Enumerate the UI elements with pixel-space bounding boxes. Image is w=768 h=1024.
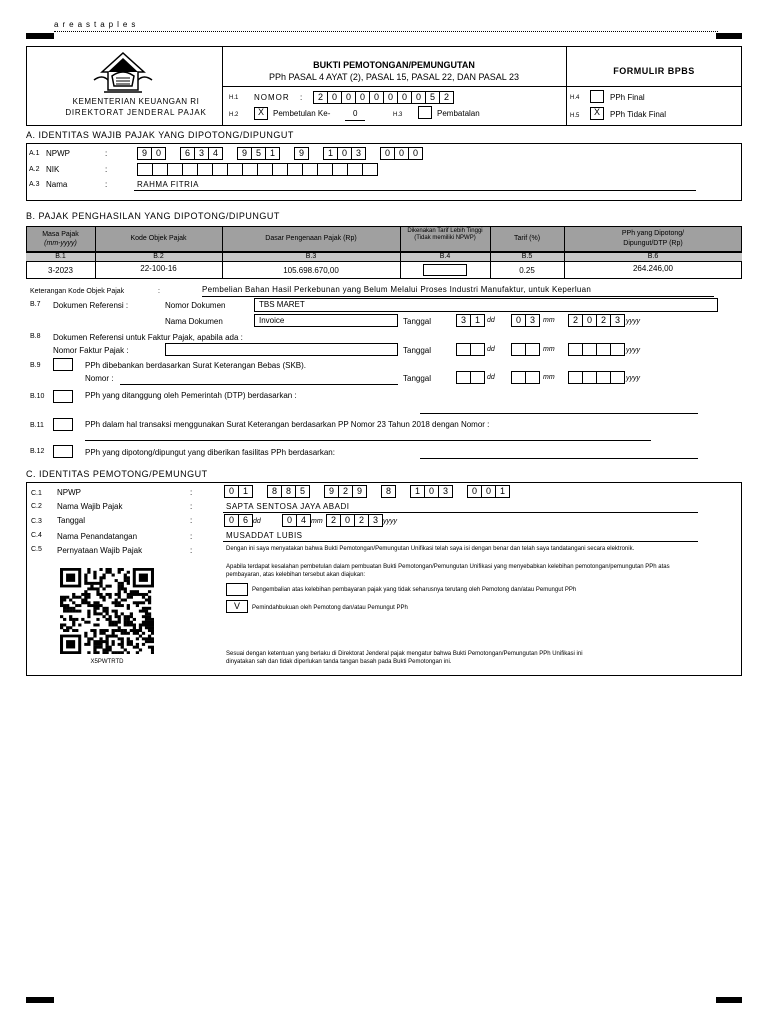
- dd-label: dd: [487, 317, 495, 324]
- section-b-title: B. PAJAK PENGHASILAN YANG DIPOTONG/DIPUNGUT: [26, 211, 280, 221]
- nomor-digit-cell: 2: [313, 91, 328, 104]
- pembatalan-label: Pembatalan: [437, 109, 480, 118]
- c4-value: MUSADDAT LUBIS: [226, 531, 303, 540]
- mm-label: mm: [543, 346, 555, 353]
- nik-digit-cell[interactable]: [272, 163, 288, 176]
- c3-label: Tanggal: [57, 516, 86, 525]
- date-dd-cell: 1: [470, 314, 485, 327]
- npwp-digit-cell: 0: [151, 147, 166, 160]
- hdr-pph1: PPh yang Dipotong/: [621, 230, 685, 237]
- nomor-digit-cell: 5: [425, 91, 440, 104]
- dok-ref-label: Dokumen Referensi :: [53, 301, 129, 310]
- code-b2: B.2: [153, 253, 164, 260]
- nik-digit-cell[interactable]: [182, 163, 198, 176]
- hdr-masa-format: (mm-yyyy): [44, 240, 77, 247]
- pembetulan-value: 0: [353, 109, 358, 118]
- npwp-digit-cell: 3: [438, 485, 453, 498]
- statement-2: Apabila terdapat kesalahan pembetulan dalam pembuatan Bukti Pemotongan/Pemungutan Unifikasi yang menyebabkan kelebihan pemotongan/pemungutan PPh atas pembayaran, atas kelebihan tersebut akan diajukan:: [226, 564, 670, 578]
- b8-label: Dokumen Referensi untuk Faktur Pajak, apabila ada :: [53, 333, 243, 342]
- npwp-digit-cell: 0: [224, 485, 239, 498]
- date-yyyy-cell: [596, 343, 611, 356]
- npwp-digit-cell: 8: [381, 485, 396, 498]
- date-yyyy-cell: [568, 371, 583, 384]
- hdr-tarif-lebih: Dikenakan Tarif Lebih Tinggi (Tidak memiliki NPWP): [407, 228, 483, 241]
- date-mm-cell: [511, 343, 526, 356]
- date-yyyy-cell: 2: [596, 314, 611, 327]
- h1-code: H.1: [229, 95, 239, 101]
- npwp-digit-cell: 9: [237, 147, 252, 160]
- c2-value: SAPTA SENTOSA JAYA ABADI: [226, 502, 350, 511]
- npwp-digit-cell: 0: [467, 485, 482, 498]
- c5-label: Pernyataan Wajib Pajak: [57, 546, 143, 555]
- nomor-digit-cell: 0: [383, 91, 398, 104]
- npwp-digit-cell: 2: [338, 485, 353, 498]
- keterangan-underline: [202, 296, 714, 297]
- c3-yyyy-cell: 2: [326, 514, 341, 527]
- b9-code: B.9: [30, 362, 41, 369]
- nomor-faktur-field[interactable]: [165, 343, 398, 356]
- corner-mark-br: [716, 997, 742, 1003]
- nomor-digit-cell: 0: [369, 91, 384, 104]
- b9-nomor-label: Nomor :: [85, 374, 114, 383]
- npwp-digit-cell: 9: [294, 147, 309, 160]
- b11-label: PPh dalam hal transaksi menggunakan Surat Keterangan berdasarkan PP Nomor 23 Tahun 2018 dengan Nomor :: [85, 420, 490, 429]
- nomor-dok-label: Nomor Dokumen: [165, 301, 226, 310]
- nomor-dok-field[interactable]: [254, 298, 718, 312]
- nomor-digit-cell: 0: [411, 91, 426, 104]
- pembetulan-checkbox[interactable]: X: [254, 107, 268, 120]
- date-yyyy-cell: [596, 371, 611, 384]
- npwp-digit-cell: 0: [394, 147, 409, 160]
- pph-final-label: PPh Final: [610, 93, 645, 102]
- a1-label: NPWP: [46, 149, 70, 158]
- b9-label: PPh dibebankan berdasarkan Surat Keterangan Bebas (SKB).: [85, 361, 307, 370]
- a3-code: A.3: [29, 181, 40, 188]
- code-b4: B.4: [439, 253, 451, 260]
- npwp-digit-cell: 9: [352, 485, 367, 498]
- top-rule: [54, 31, 718, 32]
- b10-code: B.10: [30, 393, 45, 400]
- npwp-digit-cell: 9: [324, 485, 339, 498]
- c3-mm-cell: 4: [296, 514, 311, 527]
- npwp-digit-cell: 3: [351, 147, 366, 160]
- b10-checkbox[interactable]: [53, 390, 73, 403]
- corner-mark-tr: [716, 33, 742, 39]
- option2-checkbox[interactable]: V: [226, 600, 248, 613]
- a2-label: NIK: [46, 165, 60, 174]
- nomor-label: NOMOR: [254, 93, 290, 102]
- code-b3: B.3: [305, 253, 317, 260]
- npwp-digit-cell: 5: [295, 485, 310, 498]
- yyyy-label: yyyy: [383, 518, 397, 525]
- option1-checkbox[interactable]: [226, 583, 248, 596]
- npwp-digit-cell: 3: [194, 147, 209, 160]
- dd-label: dd: [253, 518, 261, 525]
- hdr-dpp: Dasar Pengenaan Pajak (Rp): [265, 235, 357, 242]
- c1-colon: :: [190, 488, 193, 497]
- h4-code: H.4: [570, 95, 580, 101]
- date-yyyy-cell: [610, 343, 625, 356]
- date-yyyy-cell: [610, 371, 625, 384]
- a2-colon: :: [105, 165, 108, 174]
- b12-checkbox[interactable]: [53, 445, 73, 458]
- nik-digit-cell[interactable]: [212, 163, 228, 176]
- h2-code: H.2: [229, 112, 239, 118]
- npwp-digit-cell: 8: [267, 485, 282, 498]
- keterangan-label: Keterangan Kode Objek Pajak: [30, 288, 125, 295]
- h5-code: H.5: [570, 113, 580, 119]
- npwp-digit-cell: 6: [180, 147, 195, 160]
- date-yyyy-cell: 3: [610, 314, 625, 327]
- date-dd-cell: [470, 371, 485, 384]
- npwp-digit-cell: 8: [281, 485, 296, 498]
- corner-mark-bl: [26, 997, 54, 1003]
- b12-underline: [420, 458, 698, 459]
- npwp-digit-cell: 4: [208, 147, 223, 160]
- npwp-digit-cell: 0: [337, 147, 352, 160]
- c3-dd-cell: 0: [224, 514, 239, 527]
- date-yyyy-cell: [582, 371, 597, 384]
- statement-3-line2: dinyatakan sah dan tidak diperlukan tanda tangan basah pada Bukti Pemotongan ini.: [226, 659, 452, 665]
- option1-label: Pengembalian atas kelebihan pembayaran pajak yang tidak seharusnya terutang oleh Pemotong dan/atau Pemungut PPh: [252, 587, 577, 593]
- c4-code: C.4: [31, 532, 42, 539]
- form-subtitle: PPh PASAL 4 AYAT (2), PASAL 15, PASAL 22, DAN PASAL 23: [269, 72, 519, 82]
- header-mid-rule: [222, 86, 742, 87]
- statement-3-line1: Sesuai dengan ketentuan yang berlaku di Direktorat Jenderal pajak mengatur bahwa Bukti Pemotongan/Pemungutan PPh Unifikasi ini: [226, 651, 583, 657]
- date-yyyy-cell: [568, 343, 583, 356]
- c3-mm-cell: 0: [282, 514, 297, 527]
- b8-code: B.8: [30, 333, 41, 340]
- nik-digit-cell[interactable]: [287, 163, 303, 176]
- c3-colon: :: [190, 516, 193, 525]
- b11-code: B.11: [30, 422, 44, 429]
- keterangan-colon: :: [158, 288, 160, 295]
- a1-colon: :: [105, 149, 108, 158]
- val-masa: 3-2023: [48, 266, 73, 275]
- mm-label: mm: [543, 374, 555, 381]
- nik-digit-cell[interactable]: [302, 163, 318, 176]
- code-b1: B.1: [55, 253, 66, 260]
- hdr-kode: Kode Objek Pajak: [130, 235, 187, 242]
- c3-yyyy-cell: 0: [340, 514, 355, 527]
- nik-digit-cell[interactable]: [242, 163, 258, 176]
- corner-mark-tl: [26, 33, 54, 39]
- yyyy-label: yyyy: [626, 347, 640, 354]
- ministry-line1: KEMENTERIAN KEUANGAN RI: [72, 97, 200, 106]
- pph-tidak-final-label: PPh Tidak Final: [610, 110, 667, 119]
- qr-code: [60, 568, 154, 654]
- nik-digit-cell[interactable]: [362, 163, 378, 176]
- a3-colon: :: [105, 180, 108, 189]
- c1-label: NPWP: [57, 488, 81, 497]
- emblem-logo: [92, 50, 154, 96]
- c4-label: Nama Penandatangan: [57, 532, 138, 541]
- c2-colon: :: [190, 502, 193, 511]
- nik-digit-cell[interactable]: [227, 163, 243, 176]
- b11-underline: [85, 440, 651, 441]
- date-dd-cell: [470, 343, 485, 356]
- nik-digit-cell[interactable]: [347, 163, 363, 176]
- nik-digit-cell[interactable]: [167, 163, 183, 176]
- a3-label: Nama: [46, 180, 68, 189]
- hdr-masa: Masa Pajak: [42, 231, 79, 238]
- code-b6: B.6: [647, 253, 659, 260]
- date-mm-cell: 3: [525, 314, 540, 327]
- date-yyyy-cell: [582, 343, 597, 356]
- nik-digit-cell[interactable]: [257, 163, 273, 176]
- date-dd-cell: [456, 343, 471, 356]
- npwp-digit-cell: 0: [424, 485, 439, 498]
- dd-label: dd: [487, 374, 495, 381]
- nomor-digit-cell: 0: [355, 91, 370, 104]
- b12-code: B.12: [30, 448, 45, 455]
- npwp-digit-cell: 0: [408, 147, 423, 160]
- npwp-digit-cell: 1: [495, 485, 510, 498]
- pph-tidak-final-checkbox[interactable]: X: [590, 107, 604, 120]
- nomor-dok-value: TBS MARET: [259, 300, 305, 309]
- form-name: FORMULIR BPBS: [613, 66, 695, 76]
- pph-final-checkbox[interactable]: [590, 90, 604, 103]
- dd-label: dd: [487, 346, 495, 353]
- c5-code: C.5: [31, 546, 42, 553]
- hdr-pph2: Dipungut/DTP (Rp): [623, 240, 683, 247]
- c2-code: C.2: [31, 503, 42, 510]
- b11-checkbox[interactable]: [53, 418, 73, 431]
- hdr-tarif: Tarif (%): [513, 235, 541, 242]
- option2-label: Pemindahbukuan oleh Pemotong dan/atau Pemungut PPh: [252, 605, 408, 611]
- npwp-digit-cell: 1: [410, 485, 425, 498]
- form-title: BUKTI PEMOTONGAN/PEMUNGUTAN: [313, 60, 475, 70]
- nomor-digit-cell: 0: [341, 91, 356, 104]
- date-dd-cell: 3: [456, 314, 471, 327]
- val-pph: 264.246,00: [632, 264, 674, 273]
- nomor-digit-cell: 0: [327, 91, 342, 104]
- watermark-text: areastaples: [54, 20, 140, 29]
- nik-digit-cell[interactable]: [152, 163, 168, 176]
- h3-code: H.3: [393, 112, 403, 118]
- c1-code: C.1: [31, 490, 42, 497]
- ministry-line2: DIREKTORAT JENDERAL PAJAK: [65, 108, 207, 117]
- npwp-digit-cell: 0: [380, 147, 395, 160]
- b9-tanggal-label: Tanggal: [403, 374, 432, 383]
- pembetulan-label: Pembetulan Ke-: [273, 109, 331, 118]
- b10-underline: [420, 413, 698, 414]
- npwp-digit-cell: 0: [481, 485, 496, 498]
- npwp-digit-cell: 9: [137, 147, 152, 160]
- b7-tanggal-label: Tanggal: [403, 317, 432, 326]
- npwp-digit-cell: 1: [238, 485, 253, 498]
- pembetulan-underline: [345, 120, 365, 121]
- b12-label: PPh yang dipotong/dipungut yang diberikan fasilitas PPh berdasarkan:: [85, 448, 335, 457]
- c3-yyyy-cell: 2: [354, 514, 369, 527]
- nomor-digit-cell: 2: [439, 91, 454, 104]
- val-kode: 22-100-16: [140, 264, 177, 273]
- nomor-faktur-label: Nomor Faktur Pajak :: [53, 346, 129, 355]
- yyyy-label: yyyy: [626, 375, 640, 382]
- c3-code: C.3: [31, 518, 42, 525]
- nik-digit-cell[interactable]: [197, 163, 213, 176]
- date-mm-cell: 0: [511, 314, 526, 327]
- nama-dok-value: Invoice: [259, 316, 285, 325]
- section-c-title: C. IDENTITAS PEMOTONG/PEMUNGUT: [26, 469, 208, 479]
- nik-digit-cell[interactable]: [137, 163, 153, 176]
- nik-digit-cell[interactable]: [317, 163, 333, 176]
- b7-code: B.7: [30, 301, 41, 308]
- tarif-lebih-checkbox[interactable]: [423, 264, 467, 276]
- date-yyyy-cell: 0: [582, 314, 597, 327]
- mm-label: mm: [311, 518, 323, 525]
- qr-code-text: X5PWTRTD: [90, 659, 124, 665]
- date-yyyy-cell: 2: [568, 314, 583, 327]
- nik-digit-cell[interactable]: [332, 163, 348, 176]
- yyyy-label: yyyy: [626, 318, 640, 325]
- b8-tanggal-label: Tanggal: [403, 346, 432, 355]
- date-mm-cell: [525, 371, 540, 384]
- nama-value: RAHMA FITRIA: [137, 180, 200, 189]
- c3-dd-cell: 6: [238, 514, 253, 527]
- nama-underline: [134, 190, 696, 191]
- a2-code: A.2: [29, 166, 40, 173]
- npwp-digit-cell: 1: [265, 147, 280, 160]
- nomor-digit-cell: 0: [397, 91, 412, 104]
- nomor-colon: :: [300, 93, 303, 102]
- statement-1: Dengan ini saya menyatakan bahwa Bukti Pemotongan/Pemungutan Unifikasi telah saya isi dengan benar dan telah saya tandatangani secara elektronik.: [226, 546, 635, 552]
- date-mm-cell: [525, 343, 540, 356]
- c5-colon: :: [190, 546, 193, 555]
- a1-code: A.1: [29, 150, 40, 157]
- date-mm-cell: [511, 371, 526, 384]
- pembatalan-checkbox[interactable]: [418, 106, 432, 119]
- val-tarif: 0.25: [519, 266, 535, 275]
- code-b5: B.5: [521, 253, 533, 260]
- keterangan-value: Pembelian Bahan Hasil Perkebunan yang Belum Melalui Proses Industri Manufaktur, untuk Keperluan: [202, 285, 592, 294]
- c3-yyyy-cell: 3: [368, 514, 383, 527]
- c2-label: Nama Wajib Pajak: [57, 502, 123, 511]
- val-dpp: 105.698.670,00: [283, 266, 339, 275]
- section-a-title: A. IDENTITAS WAJIB PAJAK YANG DIPOTONG/DIPUNGUT: [26, 130, 294, 140]
- c4-underline: [223, 541, 698, 542]
- b10-label: PPh yang ditanggung oleh Pemerintah (DTP) berdasarkan :: [85, 391, 297, 400]
- c2-underline: [223, 512, 698, 513]
- date-dd-cell: [456, 371, 471, 384]
- nama-dok-label: Nama Dokumen: [165, 317, 223, 326]
- c4-colon: :: [190, 532, 193, 541]
- b9-nomor-underline: [120, 384, 398, 385]
- npwp-digit-cell: 1: [323, 147, 338, 160]
- b9-checkbox[interactable]: [53, 358, 73, 371]
- mm-label: mm: [543, 317, 555, 324]
- npwp-digit-cell: 5: [251, 147, 266, 160]
